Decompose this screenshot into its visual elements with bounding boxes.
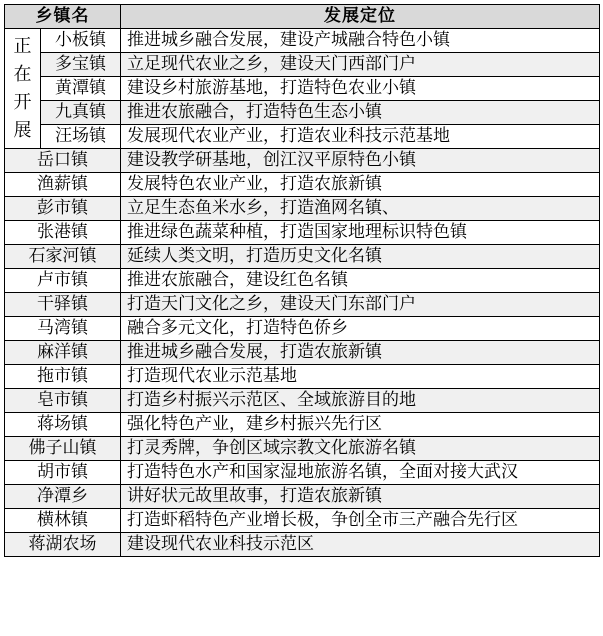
town-name: 石家河镇 xyxy=(5,245,121,269)
town-name: 麻洋镇 xyxy=(5,341,121,365)
development-position: 立足现代农业之乡，建设天门西部门户 xyxy=(121,53,600,77)
table-row xyxy=(5,125,600,149)
development-position: 强化特色产业，建乡村振兴先行区 xyxy=(121,413,600,437)
town-name: 横林镇 xyxy=(5,509,121,533)
header-town: 乡镇名 xyxy=(5,5,121,29)
table-row xyxy=(5,53,600,77)
town-name: 汪场镇 xyxy=(41,125,121,149)
town-name: 净潭乡 xyxy=(5,485,121,509)
table-row xyxy=(5,77,600,101)
development-position: 建设教学研基地，创江汉平原特色小镇 xyxy=(121,149,600,173)
table-row xyxy=(5,365,600,389)
table-row xyxy=(5,293,600,317)
development-position: 打造虾稻特色产业增长极，争创全市三产融合先行区 xyxy=(121,509,600,533)
header-position: 发展定位 xyxy=(121,5,600,29)
town-name: 渔薪镇 xyxy=(5,173,121,197)
development-position: 立足生态鱼米水乡，打造渔网名镇、 xyxy=(121,197,600,221)
table-row xyxy=(5,341,600,365)
table-row xyxy=(5,413,600,437)
town-name: 蒋湖农场 xyxy=(5,533,121,557)
town-name: 干驿镇 xyxy=(5,293,121,317)
town-positioning-table xyxy=(4,4,600,557)
development-position: 推进农旅融合，打造特色生态小镇 xyxy=(121,101,600,125)
table-row xyxy=(5,269,600,293)
table-row xyxy=(5,485,600,509)
town-name: 多宝镇 xyxy=(41,53,121,77)
development-position: 打造天门文化之乡，建设天门东部门户 xyxy=(121,293,600,317)
town-name: 小板镇 xyxy=(41,29,121,53)
town-name: 黄潭镇 xyxy=(41,77,121,101)
town-name: 拖市镇 xyxy=(5,365,121,389)
group-label-in-progress xyxy=(5,29,41,149)
development-position: 建设乡村旅游基地，打造特色农业小镇 xyxy=(121,77,600,101)
development-position: 延续人类文明，打造历史文化名镇 xyxy=(121,245,600,269)
table-row xyxy=(5,317,600,341)
development-position: 融合多元文化，打造特色侨乡 xyxy=(121,317,600,341)
development-position: 推进城乡融合发展，建设产城融合特色小镇 xyxy=(121,29,600,53)
group-label-char: 在 xyxy=(13,63,32,85)
table-row xyxy=(5,509,600,533)
town-name: 张港镇 xyxy=(5,221,121,245)
table-row xyxy=(5,461,600,485)
table-row xyxy=(5,173,600,197)
group-label-char: 展 xyxy=(13,119,32,141)
development-position: 推进绿色蔬菜种植，打造国家地理标识特色镇 xyxy=(121,221,600,245)
table-row xyxy=(5,245,600,269)
table-row xyxy=(5,533,600,557)
development-position: 发展特色农业产业，打造农旅新镇 xyxy=(121,173,600,197)
development-position: 打造特色水产和国家湿地旅游名镇，全面对接大武汉 xyxy=(121,461,600,485)
table-row xyxy=(5,101,600,125)
group-label-char: 开 xyxy=(13,91,32,113)
development-position: 发展现代农业产业，打造农业科技示范基地 xyxy=(121,125,600,149)
town-name: 彭市镇 xyxy=(5,197,121,221)
table-row xyxy=(5,29,600,53)
development-position: 打灵秀牌，争创区域宗教文化旅游名镇 xyxy=(121,437,600,461)
town-name: 佛子山镇 xyxy=(5,437,121,461)
table-row xyxy=(5,197,600,221)
development-position: 讲好状元故里故事，打造农旅新镇 xyxy=(121,485,600,509)
development-position: 推进城乡融合发展，打造农旅新镇 xyxy=(121,341,600,365)
development-position: 打造现代农业示范基地 xyxy=(121,365,600,389)
town-name: 九真镇 xyxy=(41,101,121,125)
development-position: 建设现代农业科技示范区 xyxy=(121,533,600,557)
group-label-char: 正 xyxy=(13,35,32,57)
development-position: 打造乡村振兴示范区、全域旅游目的地 xyxy=(121,389,600,413)
table-row xyxy=(5,221,600,245)
town-positioning-table-container xyxy=(4,4,600,557)
town-name: 马湾镇 xyxy=(5,317,121,341)
table-row xyxy=(5,437,600,461)
town-name: 皂市镇 xyxy=(5,389,121,413)
development-position: 推进农旅融合，建设红色名镇 xyxy=(121,269,600,293)
header-row xyxy=(5,5,600,29)
table-row xyxy=(5,389,600,413)
table-row xyxy=(5,149,600,173)
town-name: 胡市镇 xyxy=(5,461,121,485)
town-name: 蒋场镇 xyxy=(5,413,121,437)
town-name: 卢市镇 xyxy=(5,269,121,293)
town-name: 岳口镇 xyxy=(5,149,121,173)
